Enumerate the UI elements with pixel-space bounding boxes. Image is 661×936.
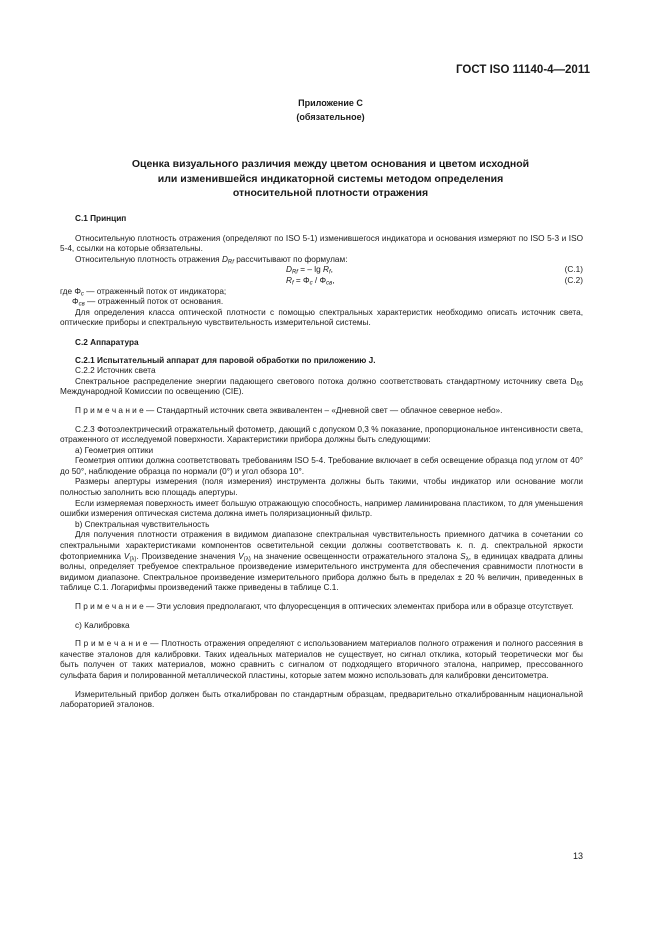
section-c1-heading: С.1 Принцип xyxy=(75,214,127,223)
paragraph-c1-3: Для определения класса оптической плотности с помощью спектральных характеристик необходимо описать источник света, оптические приборы и спектральную чувствительность измерительной системы. xyxy=(60,307,583,328)
page-number: 13 xyxy=(572,851,583,861)
item-a-label: а) Геометрия оптики xyxy=(75,445,154,455)
note-1: П р и м е ч а н и е — Стандартный источник света эквивалентен – «Дневной свет — облачное северное небо». xyxy=(75,405,503,415)
item-a-paragraph-1: Геометрия оптики должна соответствовать требованиям ISO 5-4. Требование включает в себя освещение образца под углом от 40° до 50°, наблюдение образца по нормали (0°) и угол обзора 10°. xyxy=(60,456,583,476)
final-paragraph: Измерительный прибор должен быть откалиброван по стандартным образцам, предварительно откалиброванным национальной лабораторией эталонов. xyxy=(60,689,583,710)
item-c-label: с) Калибровка xyxy=(75,620,130,630)
formula-number-c1: (С.1) xyxy=(564,265,583,275)
where-line-2: $\Phi_{св}$ — отраженный поток от основания. xyxy=(72,297,224,308)
item-a-paragraph-3: Если измеряемая поверхность имеет большую отражающую способность, например ламинирована пластиком, то для уменьшения ошибки измерения оптическая система должна иметь поляризационный фильтр. xyxy=(60,498,583,519)
standard-header: ГОСТ ISO 11140-4—2011 xyxy=(456,64,590,76)
document-body xyxy=(60,214,583,711)
item-b-paragraph: Для получения плотности отражения в видимом диапазоне спектральная чувствительность приемного датчика в сочетании со спектральными характеристиками компонентов осветительной секции должны соответствовать к. п. д. спектральной яркости фотоприемника $V_{(\lambda)}$. Произведение значения $V_{(\lambda)}$ на значение освещенности отражательного эталона $S_\lambda$, в единицах квадрата длины волны, определяет требуемое спектральное произведение измерительного инструмента для обеспечения сравнимости плотности в видимом диапазоне. Спектральное произведение измерительного прибора должно быть в пределах ± 20 % величин, приведенных в таблице С.1. Логарифмы произведений также приведены в таблице С.1. xyxy=(60,530,583,593)
paragraph-c1-1: Относительную плотность отражения (определяют по ISO 5-1) изменившегося индикатора и основания измеряют по ISO 5-3 и ISO 5-4, ссылки на которые обязательны. xyxy=(60,233,583,254)
clause-c22: С.2.2 Источник света xyxy=(75,366,156,376)
title-line-3: относительной плотности отражения xyxy=(232,187,429,199)
title-line-1: Оценка визуального различия между цветом основания и цветом исходной xyxy=(131,158,530,170)
annex-title: Приложение С xyxy=(298,98,363,108)
formula-number-c2: (С.2) xyxy=(564,275,583,285)
title-line-2: или изменившейся индикаторной системы методом определения xyxy=(157,172,504,185)
where-line-1: где $\Phi_c$ — отраженный поток от индикатора; xyxy=(60,286,227,298)
note-2: П р и м е ч а н и е — Эти условия предполагают, что флуоресценция в оптических элементах прибора или в образце отсутствует. xyxy=(75,602,574,611)
item-a-paragraph-2: Размеры апертуры измерения (поля измерения) инструмента должны быть такими, чтобы индикатор или основание могли полностью заполнить всю площадь апертуры. xyxy=(60,477,583,498)
annex-heading xyxy=(0,96,661,124)
note-3: П р и м е ч а н и е — Плотность отражения определяют с использованием материалов полного отражения и полного рассеяния в качестве эталонов для калибровки. Таких идеальных материалов не существует, но сигнал отклика, который теоретически мог бы быть получен от таких материалов, можно сравнить с сигналом от подходящего вторичного эталона, например, прессованного сульфата бария и полированной металлической пластины, которые затем можно использовать для калибровки денситометра. xyxy=(60,639,583,680)
formula-c2: $R_f = \Phi_c / \Phi_{св}$, (С.2) xyxy=(286,275,583,287)
formula-c1: $D_{Rf}$ = – $\lg R_f$, (С.1) xyxy=(286,265,583,276)
paragraph-c1-2: Относительную плотность отражения $D_{Rf}$ рассчитывают по формулам: xyxy=(75,254,348,266)
paragraph-c22: Спектральное распределение энергии падающего светового потока должно соответствовать стандартному источнику света $D_{65}$ Международной Комиссии по освещению (CIE). xyxy=(60,376,583,397)
item-b-label: b) Спектральная чувствительность xyxy=(75,519,210,529)
annex-status: (обязательное) xyxy=(296,112,365,122)
page-title xyxy=(60,157,601,201)
clause-c21: С.2.1 Испытательный аппарат для паровой обработки по приложению J. xyxy=(75,355,376,365)
clause-c23: С.2.3 Фотоэлектрический отражательный фотометр, дающий с допуском 0,3 % показание, пропорциональное интенсивности света, отраженного от исследуемой поверхности. Характеристики прибора должны быть следующими: xyxy=(60,424,583,445)
section-c2-heading: С.2 Аппаратура xyxy=(75,337,139,347)
